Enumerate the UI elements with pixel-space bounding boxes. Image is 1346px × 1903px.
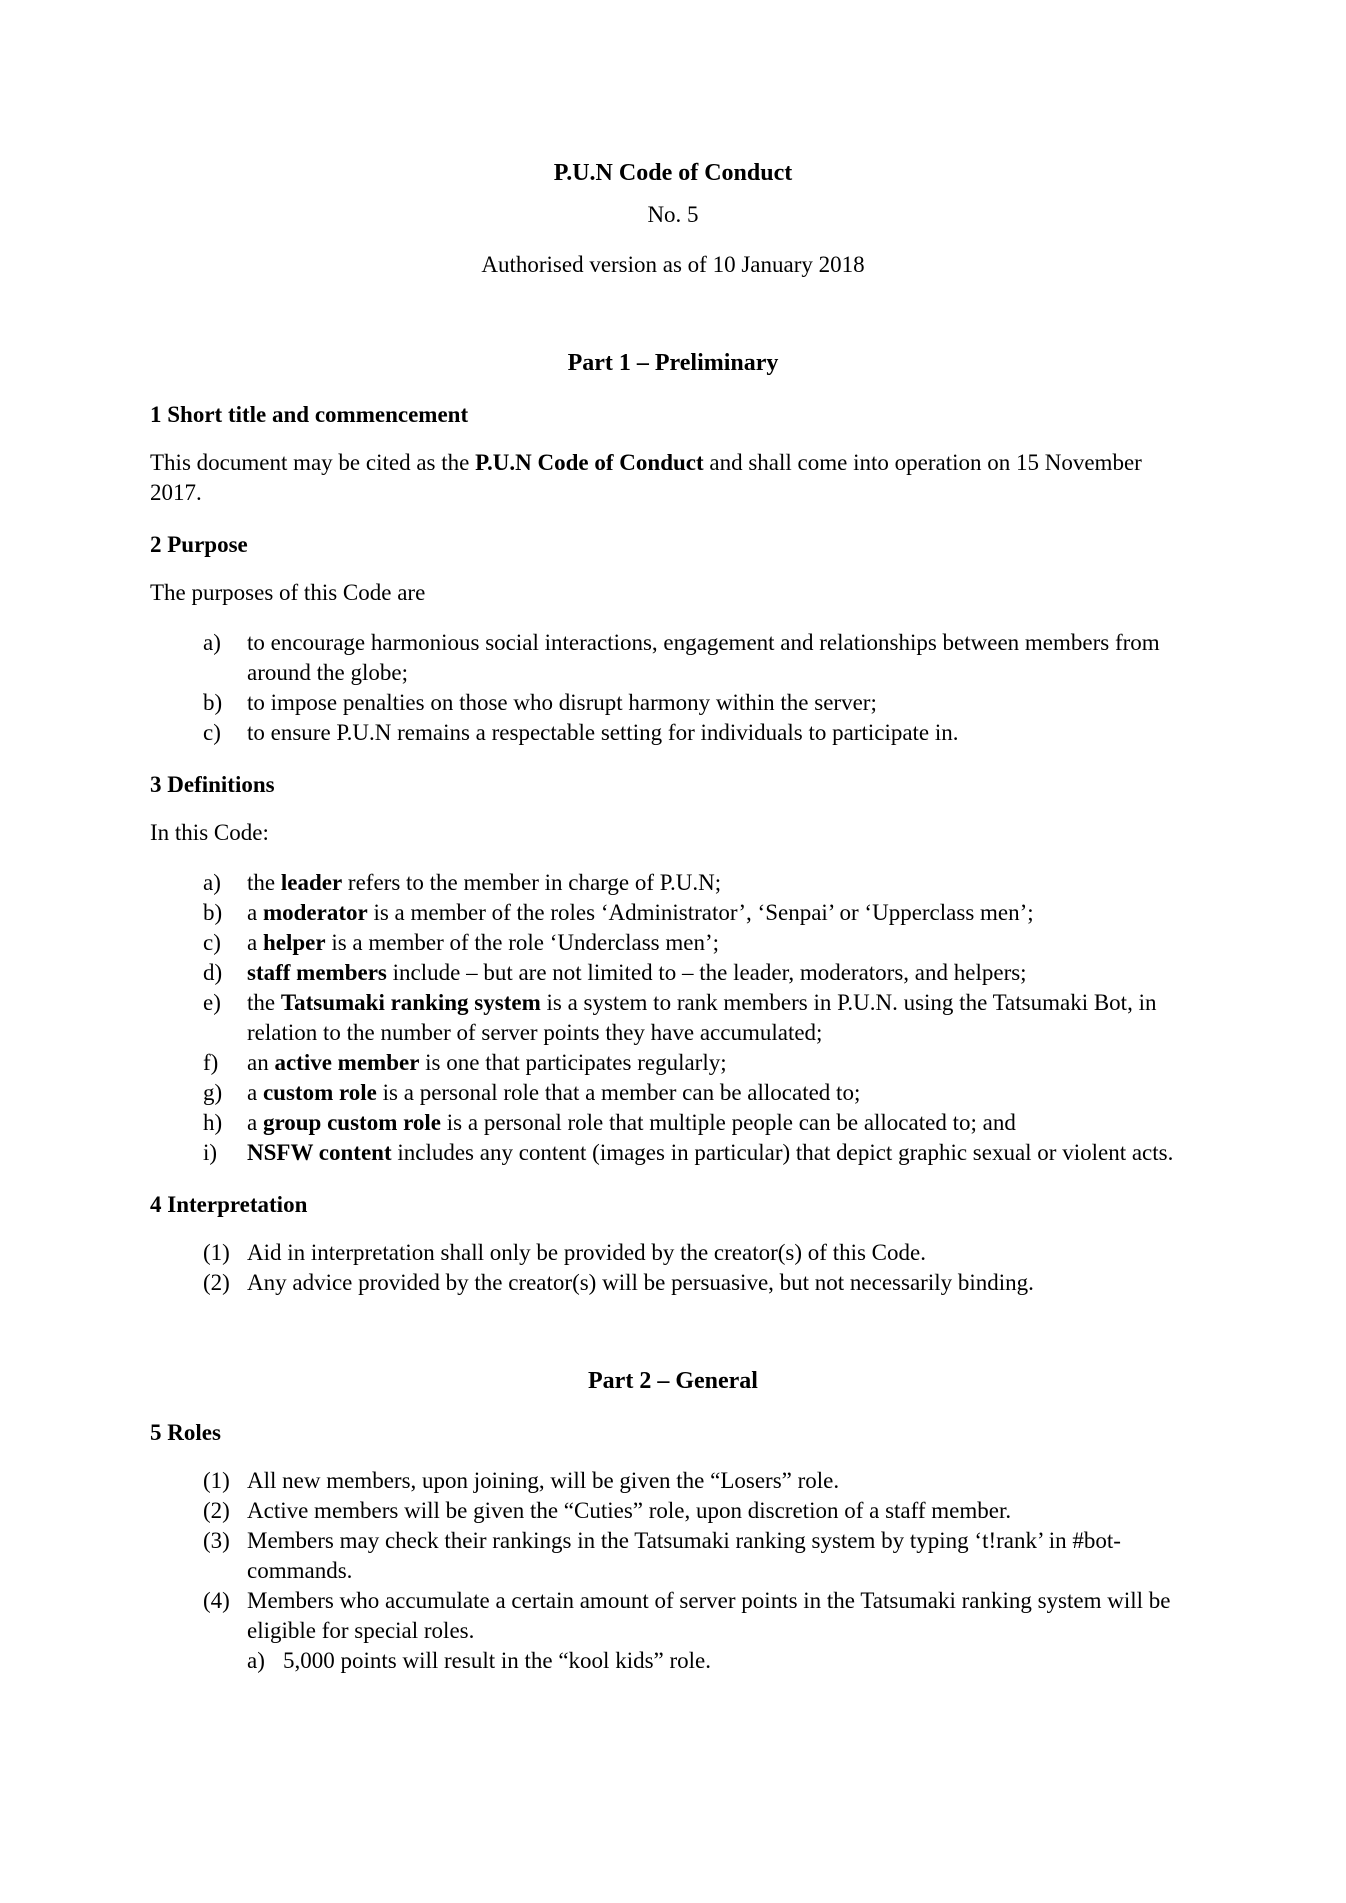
list-item-marker: c) [203, 720, 221, 745]
section1-heading: 1 Short title and commencement [150, 402, 469, 427]
list-item-marker: (1) [203, 1240, 230, 1265]
list-item [150, 898, 1196, 928]
sub-list-item-text: 5,000 points will result in the “kool kids” role. [283, 1648, 712, 1673]
list-item [150, 1238, 1196, 1268]
list-item-text: a helper is a member of the role ‘Underclass men’; [247, 930, 719, 955]
purpose-list [150, 628, 1196, 748]
list-item-text: a group custom role is a personal role that multiple people can be allocated to; and [247, 1110, 1016, 1135]
list-item-text: the leader refers to the member in charge of P.U.N; [247, 870, 722, 895]
list-item [150, 1048, 1196, 1078]
list-item [150, 1586, 1196, 1676]
list-item-text: the Tatsumaki ranking system is a system to rank members in P.U.N. using the Tatsumaki Bot, in relation to the number of server points they have accumulated; [247, 990, 1157, 1045]
list-item-marker: (2) [203, 1498, 230, 1523]
list-item-marker: f) [203, 1050, 219, 1075]
interpretation-list [150, 1238, 1196, 1298]
list-item-text: a moderator is a member of the roles ‘Administrator’, ‘Senpai’ or ‘Upperclass men’; [247, 900, 1034, 925]
list-item [150, 928, 1196, 958]
list-item-text: an active member is one that participates regularly; [247, 1050, 727, 1075]
list-item [150, 1268, 1196, 1298]
section2-intro: The purposes of this Code are [150, 580, 426, 605]
section4-heading: 4 Interpretation [150, 1192, 308, 1217]
list-item-text: NSFW content includes any content (images in particular) that depict graphic sexual or violent acts. [247, 1140, 1174, 1165]
list-item-marker: (3) [203, 1528, 230, 1553]
list-item-text: to impose penalties on those who disrupt harmony within the server; [247, 690, 877, 715]
section1-paragraph: This document may be cited as the P.U.N Code of Conduct and shall come into operation on 15 November 2017. [150, 450, 1142, 505]
sub-list-item-marker: a) [247, 1648, 265, 1673]
list-item-marker: (2) [203, 1270, 230, 1295]
list-item [150, 1496, 1196, 1526]
list-item [150, 868, 1196, 898]
section5-heading: 5 Roles [150, 1420, 221, 1445]
list-item-text: Any advice provided by the creator(s) will be persuasive, but not necessarily binding. [247, 1270, 1034, 1295]
list-item [150, 988, 1196, 1048]
list-item-marker: d) [203, 960, 223, 985]
list-item-marker: h) [203, 1110, 223, 1135]
list-item [150, 1138, 1196, 1168]
list-item [150, 1526, 1196, 1586]
sub-list-item [247, 1646, 1196, 1676]
list-item-text: Members may check their rankings in the Tatsumaki ranking system by typing ‘t!rank’ in #bot-commands. [247, 1528, 1121, 1583]
section3-intro: In this Code: [150, 820, 269, 845]
list-item-marker: b) [203, 900, 223, 925]
list-item-marker: a) [203, 630, 221, 655]
list-item-text: a custom role is a personal role that a member can be allocated to; [247, 1080, 861, 1105]
doc-title: P.U.N Code of Conduct [553, 160, 793, 186]
list-item [150, 1078, 1196, 1108]
list-item-text: to ensure P.U.N remains a respectable setting for individuals to participate in. [247, 720, 959, 745]
definitions-list [150, 868, 1196, 1168]
doc-version-line: Authorised version as of 10 January 2018 [481, 252, 865, 277]
list-item [150, 1466, 1196, 1496]
list-item-marker: i) [203, 1140, 218, 1165]
part1-heading: Part 1 – Preliminary [567, 350, 779, 376]
list-item-marker: (4) [203, 1588, 230, 1613]
list-item-marker: a) [203, 870, 221, 895]
list-item-text: Aid in interpretation shall only be provided by the creator(s) of this Code. [247, 1240, 926, 1265]
list-item-marker: b) [203, 690, 223, 715]
list-item-marker: c) [203, 930, 221, 955]
list-item-marker: (1) [203, 1468, 230, 1493]
list-item [150, 688, 1196, 718]
section2-heading: 2 Purpose [150, 532, 248, 557]
list-item [150, 1108, 1196, 1138]
list-item-text: Active members will be given the “Cuties” role, upon discretion of a staff member. [247, 1498, 1012, 1523]
list-item-marker: e) [203, 990, 221, 1015]
list-item-text: staff members include – but are not limited to – the leader, moderators, and helpers; [247, 960, 1027, 985]
list-item-text-runs: Members who accumulate a certain amount of server points in the Tatsumaki ranking system will be eligible for special roles. [247, 1588, 1171, 1643]
doc-number: No. 5 [647, 202, 699, 227]
section3-heading: 3 Definitions [150, 772, 275, 797]
part2-heading: Part 2 – General [588, 1368, 758, 1394]
list-item-text: All new members, upon joining, will be given the “Losers” role. [247, 1468, 840, 1493]
list-item [150, 958, 1196, 988]
roles-list [150, 1466, 1196, 1676]
list-item [150, 718, 1196, 748]
list-item-text [247, 1586, 1196, 1676]
list-item [150, 628, 1196, 688]
list-item-text: to encourage harmonious social interactions, engagement and relationships between members from around the globe; [247, 630, 1160, 685]
list-item-marker: g) [203, 1080, 223, 1105]
